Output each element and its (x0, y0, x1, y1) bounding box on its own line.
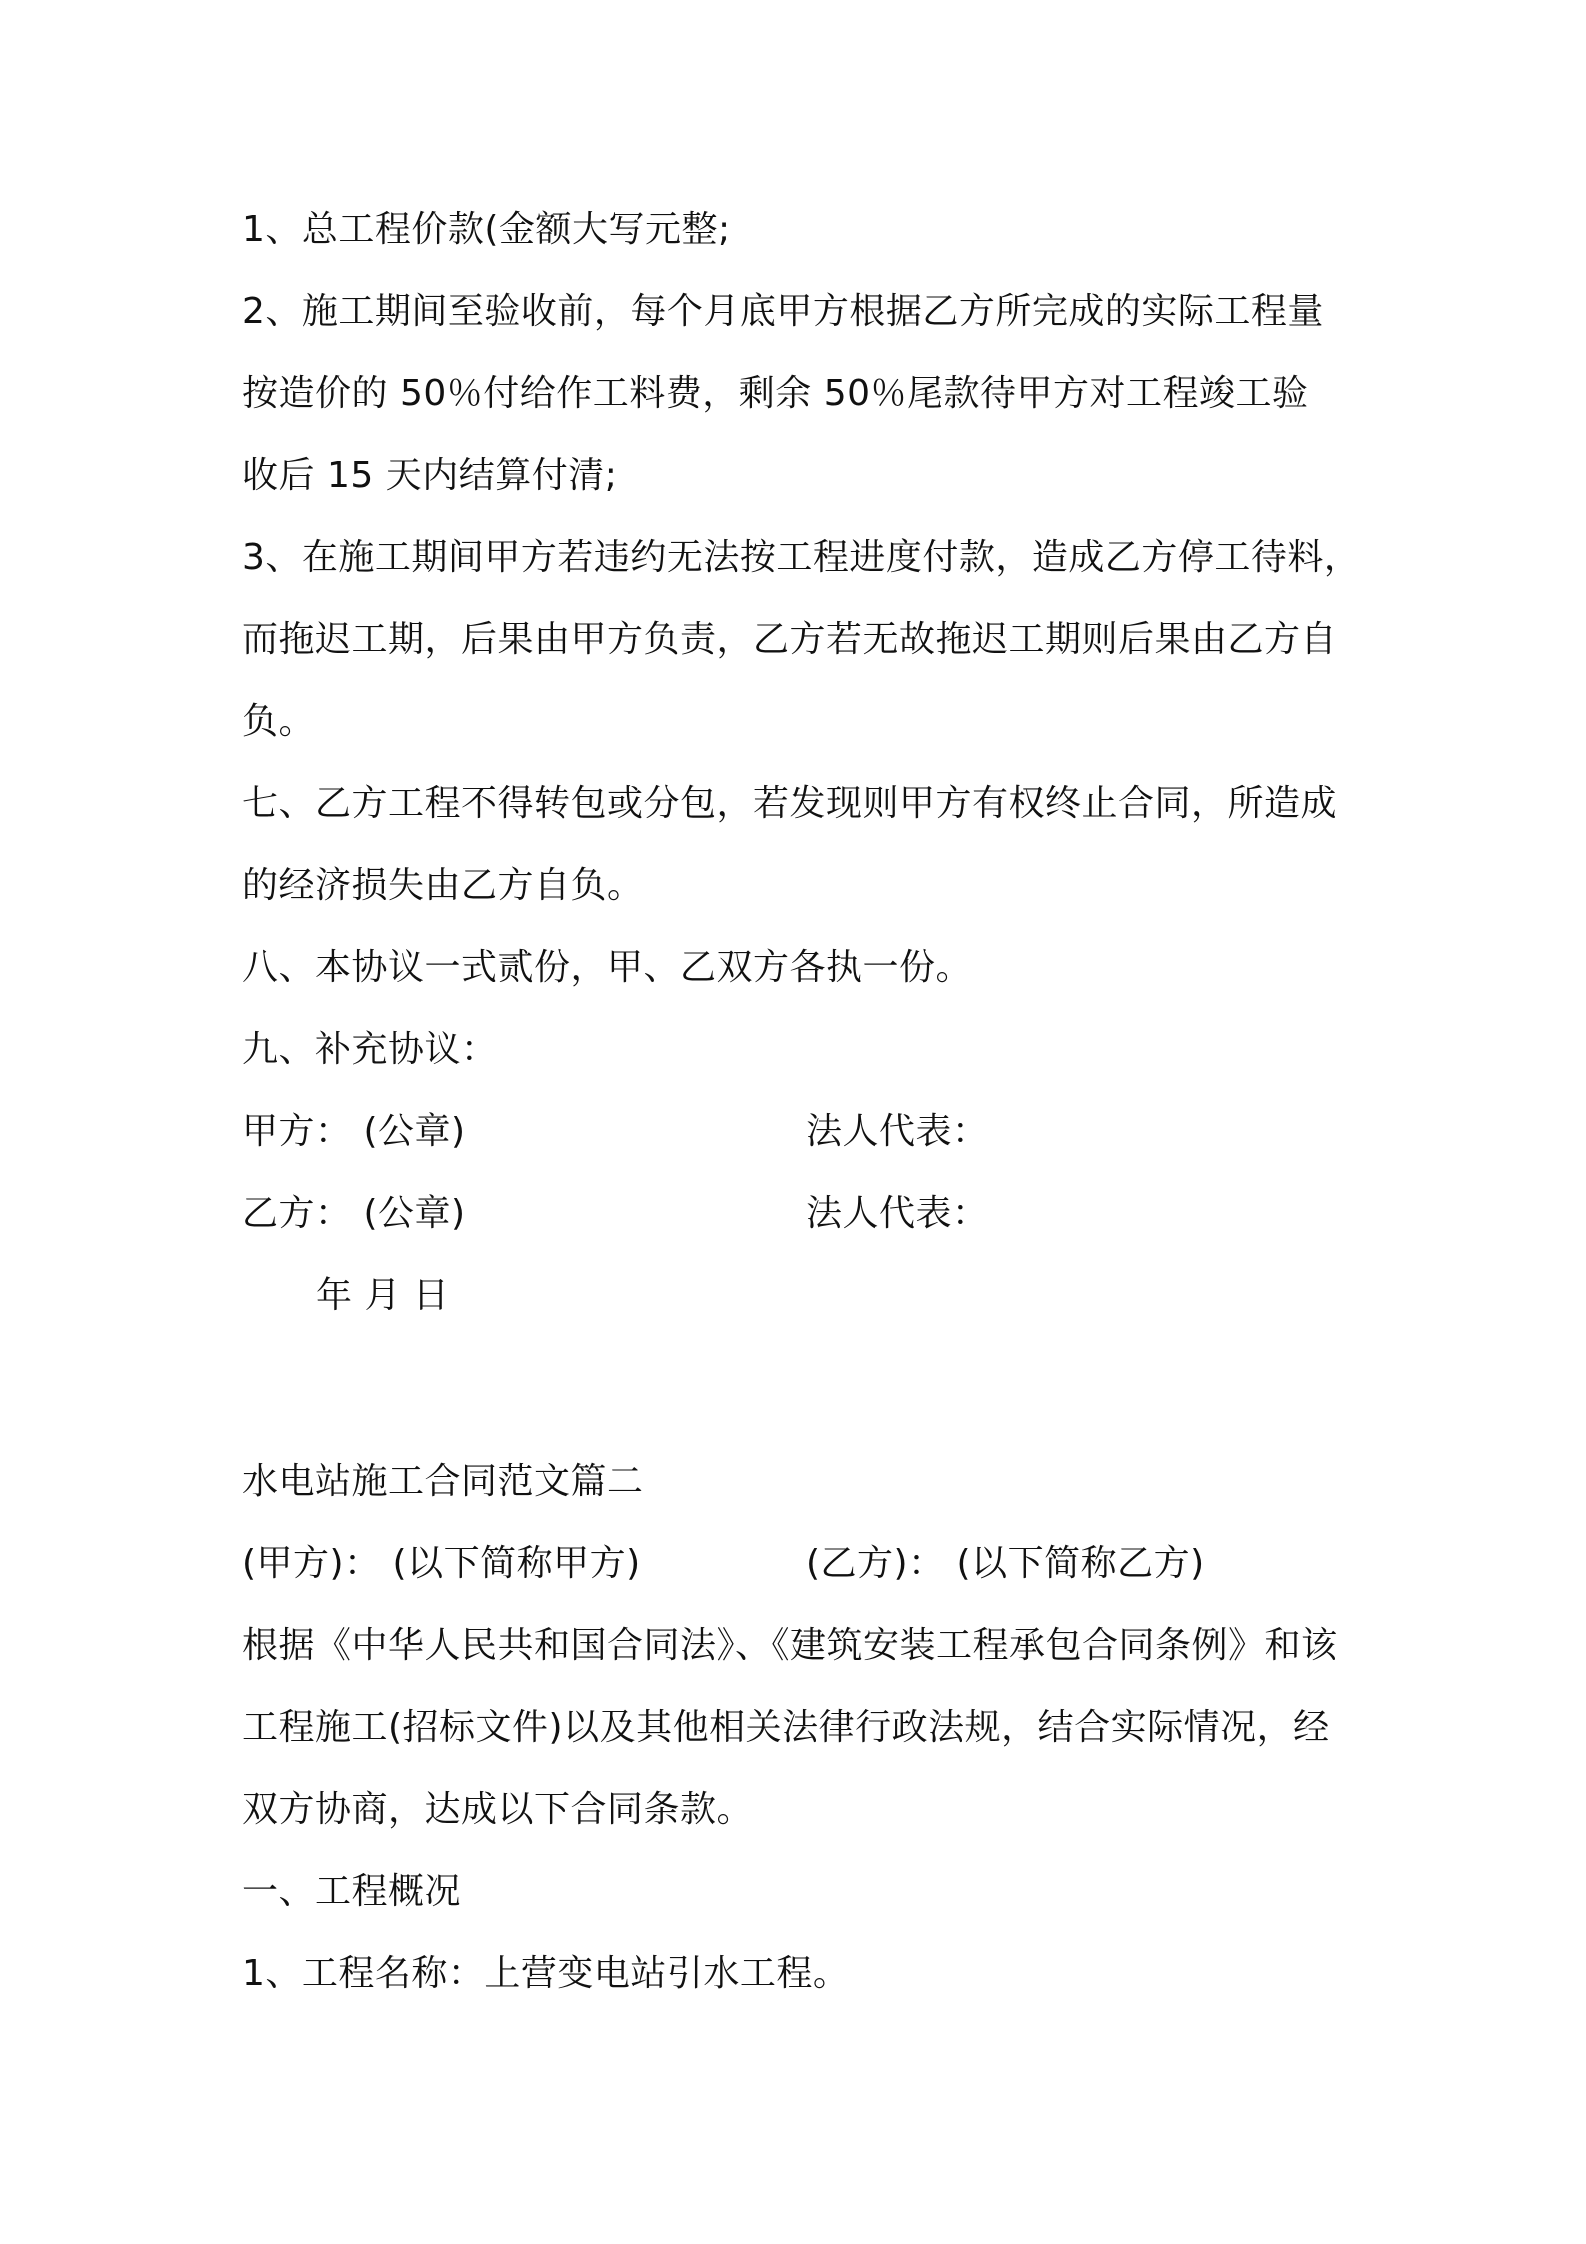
clause-delay-line-2: 而拖迟工期，后果由甲方负责，乙方若无故拖迟工期则后果由乙方自 (242, 619, 1338, 660)
clause-payment-line-1: 2、施工期间至验收前，每个月底甲方根据乙方所完成的实际工程量 (242, 291, 1324, 332)
sign-date: 年 月 日 (316, 1275, 450, 1316)
party-b-legal-rep: 法人代表： (806, 1193, 989, 1234)
clause-payment-line-2: 按造价的 50％付给作工料费，剩余 50％尾款待甲方对工程竣工验 (242, 373, 1309, 414)
clause-copies: 八、本协议一式贰份，甲、乙双方各执一份。 (242, 947, 973, 988)
clause-payment-line-3: 收后 15 天内结算付清; (242, 455, 618, 496)
party-b-seal: 乙方： (公章) (242, 1193, 466, 1234)
clause-delay-line-3: 负。 (242, 701, 316, 742)
clause-subcontract-line-1: 七、乙方工程不得转包或分包，若发现则甲方有权终止合同，所造成 (242, 783, 1338, 824)
party-b-intro: (乙方)： (以下简称乙方) (806, 1543, 1205, 1584)
preamble-line-3: 双方协商，达成以下合同条款。 (242, 1789, 754, 1830)
project-name: 1、工程名称：上营变电站引水工程。 (242, 1953, 850, 1994)
preamble-line-2: 工程施工(招标文件)以及其他相关法律行政法规，结合实际情况，经 (242, 1707, 1330, 1748)
clause-supplement: 九、补充协议： (242, 1029, 498, 1070)
preamble-line-1: 根据《中华人民共和国合同法》、《建筑安装工程承包合同条例》和该 (242, 1625, 1338, 1666)
clause-subcontract-line-2: 的经济损失由乙方自负。 (242, 865, 644, 906)
section-title: 水电站施工合同范文篇二 (242, 1461, 644, 1502)
party-a-seal: 甲方： (公章) (242, 1111, 466, 1152)
sign-row-party-a (242, 1110, 466, 1154)
clause-total-price: 1、总工程价款(金额大写元整; (242, 209, 731, 250)
party-a-intro: (甲方)： (以下简称甲方) (242, 1543, 641, 1584)
sign-row-party-b (242, 1192, 466, 1236)
heading-project-overview: 一、工程概况 (242, 1871, 462, 1912)
party-a-legal-rep: 法人代表： (806, 1111, 989, 1152)
clause-delay-line-1: 3、在施工期间甲方若违约无法按工程进度付款，造成乙方停工待料， (242, 537, 1361, 578)
